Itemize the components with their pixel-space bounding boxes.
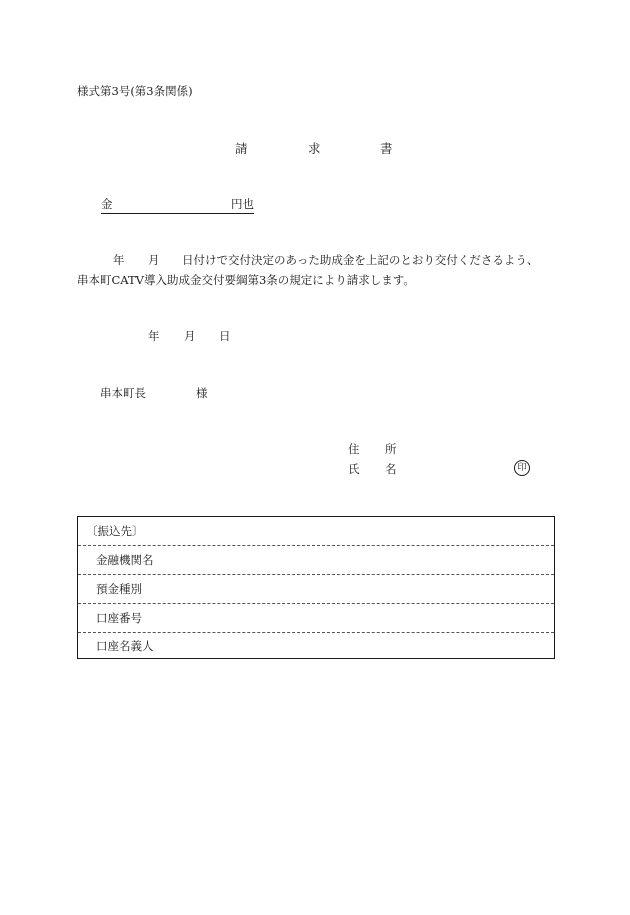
bank-transfer-table <box>77 516 555 659</box>
bank-table-header: 〔振込先〕 <box>86 524 144 538</box>
account-holder-row[interactable] <box>78 633 554 659</box>
addressee-name: 串本町長 <box>100 386 146 400</box>
amount-suffix: 円也 <box>231 197 254 211</box>
date-year-label: 年 <box>148 329 160 343</box>
title-char: 書 <box>380 141 393 156</box>
account-number-label: 口座番号 <box>96 611 142 625</box>
account-number-row[interactable] <box>78 604 554 633</box>
date-month-label: 月 <box>184 329 196 343</box>
title-char: 請 <box>235 141 248 156</box>
amount-prefix: 金 <box>101 197 113 211</box>
name-label-char: 氏 <box>348 462 360 476</box>
date-day-label: 日 <box>219 329 231 343</box>
deposit-type-row[interactable] <box>78 575 554 604</box>
bank-table-header-row <box>78 517 554 546</box>
request-text-line-2: 串本町CATV導入助成金交付要綱第3条の規定により請求します。 <box>77 273 415 287</box>
addressee-honorific: 様 <box>196 386 208 400</box>
address-label-char: 住 <box>348 442 360 456</box>
title-char: 求 <box>308 141 321 156</box>
account-holder-label: 口座名義人 <box>96 639 154 653</box>
seal-mark-icon: 印 <box>514 460 530 476</box>
name-label-char: 名 <box>385 462 397 476</box>
decision-month-label: 月 <box>148 253 160 267</box>
request-text-rest: 日付けで交付決定のあった助成金を上記のとおり交付くださるよう、 <box>182 253 539 267</box>
form-number: 様式第3号(第3条関係) <box>77 84 193 98</box>
address-label-char: 所 <box>385 442 397 456</box>
deposit-type-label: 預金種別 <box>96 582 142 596</box>
decision-year-label: 年 <box>113 253 125 267</box>
amount-field[interactable] <box>101 199 254 214</box>
bank-name-row[interactable] <box>78 546 554 575</box>
bank-name-label: 金融機関名 <box>96 553 154 567</box>
